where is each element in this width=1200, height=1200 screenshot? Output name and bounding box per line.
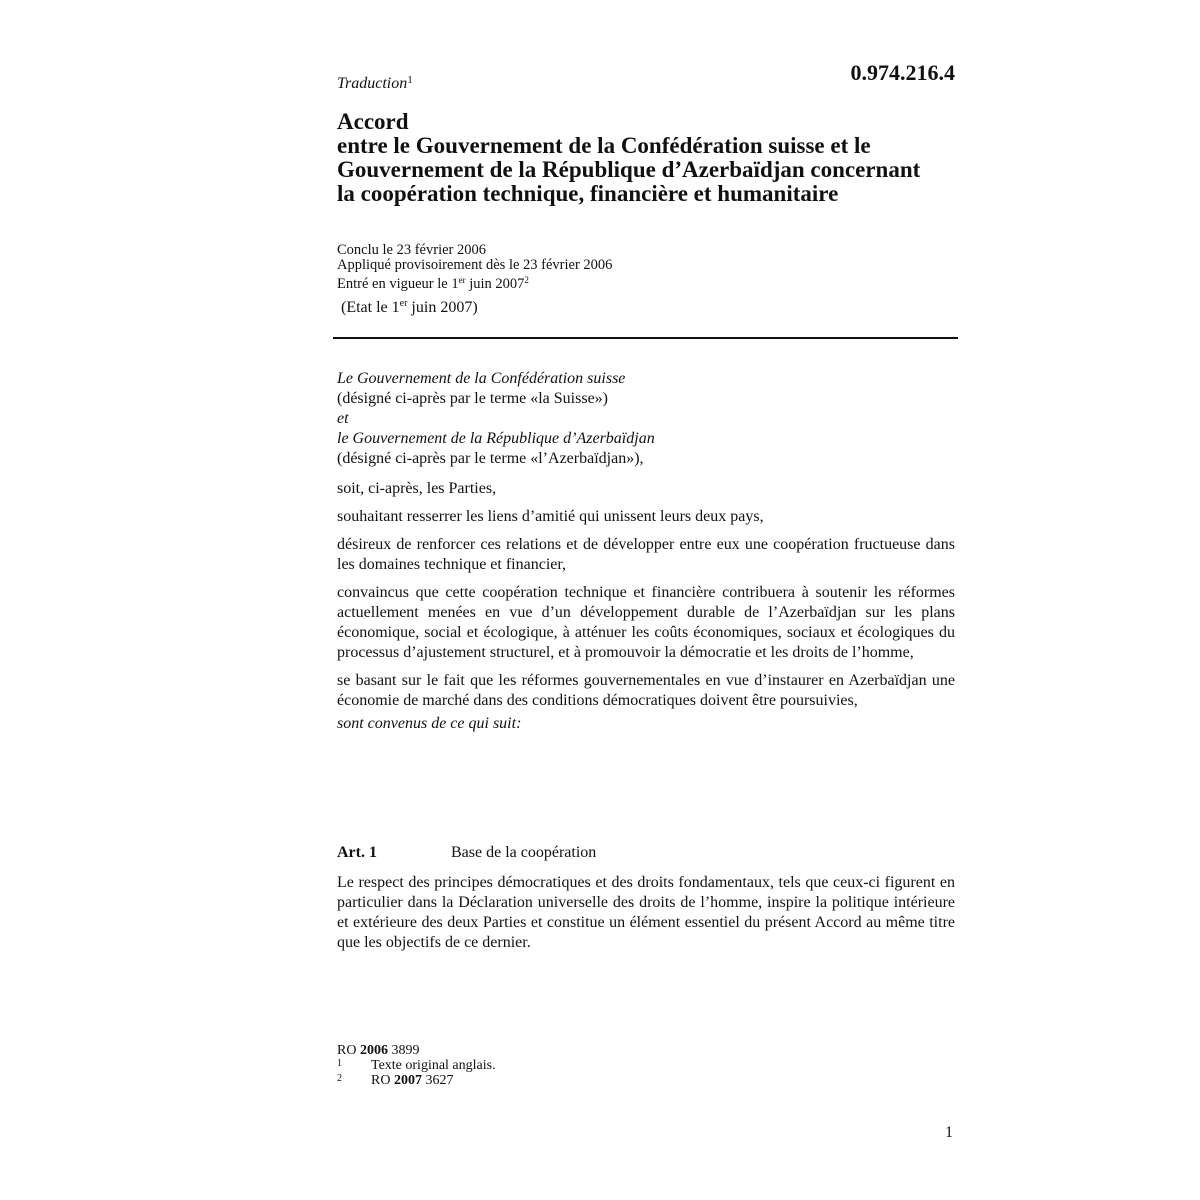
article-title: Base de la coopération [451,844,597,861]
status-date [341,298,478,317]
title-line-4: la coopération technique, financière et humanitaire [337,181,839,206]
footnote-ref-1[interactable]: 1 [407,74,413,86]
sr-number: 0.974.216.4 [850,60,955,85]
party-azerbaijan-designation: (désigné ci-après par le terme «l’Azerbaïdjan»), [337,450,644,467]
footnote-text-prefix: Texte original anglais. [371,1058,496,1073]
entry-prefix: Entré en vigueur le 1 [337,276,459,292]
article-heading [337,843,955,863]
official-compilation-ref [337,1043,419,1058]
article-number: Art. 1 [337,844,377,861]
conjunction-et: et [337,410,349,427]
party-azerbaijan: le Gouvernement de la République d’Azerbaïdjan [337,430,655,447]
footnote-number: 1 [337,1058,342,1069]
preamble-paragraph: soit, ci-après, les Parties, [337,480,497,497]
concluded-date: Conclu le 23 février 2006 [337,242,486,258]
page-number: 1 [945,1124,953,1141]
title-line-2: entre le Gouvernement de la Confédération suisse et le [337,133,871,158]
document-dates [337,243,612,292]
title-line-3: Gouvernement de la République d’Azerbaïdjan concernant [337,157,921,182]
preamble-paragraph: convaincus que cette coopération technique et financière contribuera à soutenir les réformes actuellement menées en vue d’un développement durable de l’Azerbaïdjan sur les plans économique, social et écologique, à atténuer les coûts économiques, sociaux et écologiques du processus d’ajustement structurel, et à promouvoir la démocratie et les droits de l’homme, [337,584,955,661]
document-title [337,110,977,206]
footnote-text [371,1058,496,1073]
party-switzerland-designation: (désigné ci-après par le terme «la Suisse») [337,390,609,407]
header-divider [333,337,958,339]
ro-page: 3899 [387,1043,420,1058]
footnote-page: 3627 [421,1073,454,1088]
footnotes [337,1043,496,1088]
translation-note [337,74,413,93]
footnote-ref-2[interactable]: 2 [524,275,529,285]
preamble-paragraph: souhaitant resserrer les liens d’amitié qui unissent leurs deux pays, [337,508,764,525]
ro-prefix: RO [337,1043,360,1058]
footnote-text-prefix: RO [371,1073,394,1088]
entry-suffix: juin 2007 [465,276,525,292]
footnote-text [371,1073,453,1088]
party-switzerland: Le Gouvernement de la Confédération suisse [337,370,626,387]
provisional-application-date: Appliqué provisoirement dès le 23 février 2006 [337,257,613,273]
entry-sup: er [458,275,466,285]
footnote-year: 2007 [393,1073,422,1088]
preamble [337,369,955,734]
parties [337,369,955,469]
preamble-paragraph: désireux de renforcer ces relations et de développer entre eux une coopération fructueuse dans les domaines technique et financier, [337,536,955,573]
footnote-1 [337,1058,496,1073]
ro-year: 2006 [359,1043,388,1058]
status-suffix: juin 2007) [407,299,478,316]
preamble-closing: sont convenus de ce qui suit: [337,715,522,732]
article-body: Le respect des principes démocratiques et des droits fondamentaux, tels que ceux-ci figurent en particulier dans la Déclaration universelle des droits de l’homme, inspire la politique intérieure et extérieure des deux Parties et constitue un élément essentiel du présent Accord au même titre que les objectifs de ce dernier. [337,874,955,951]
article-1 [337,843,955,953]
translation-label: Traduction [337,75,408,92]
entry-into-force-date [337,273,612,292]
title-line-1: Accord [337,109,409,134]
status-prefix: (Etat le 1 [341,299,400,316]
preamble-paragraph: se basant sur le fait que les réformes gouvernementales en vue d’instaurer en Azerbaïdjan une économie de marché dans des conditions démocratiques doivent être poursuivies, [337,672,955,709]
status-sup: er [399,298,408,309]
footnote-2 [337,1073,454,1088]
footnote-number: 2 [337,1073,342,1084]
